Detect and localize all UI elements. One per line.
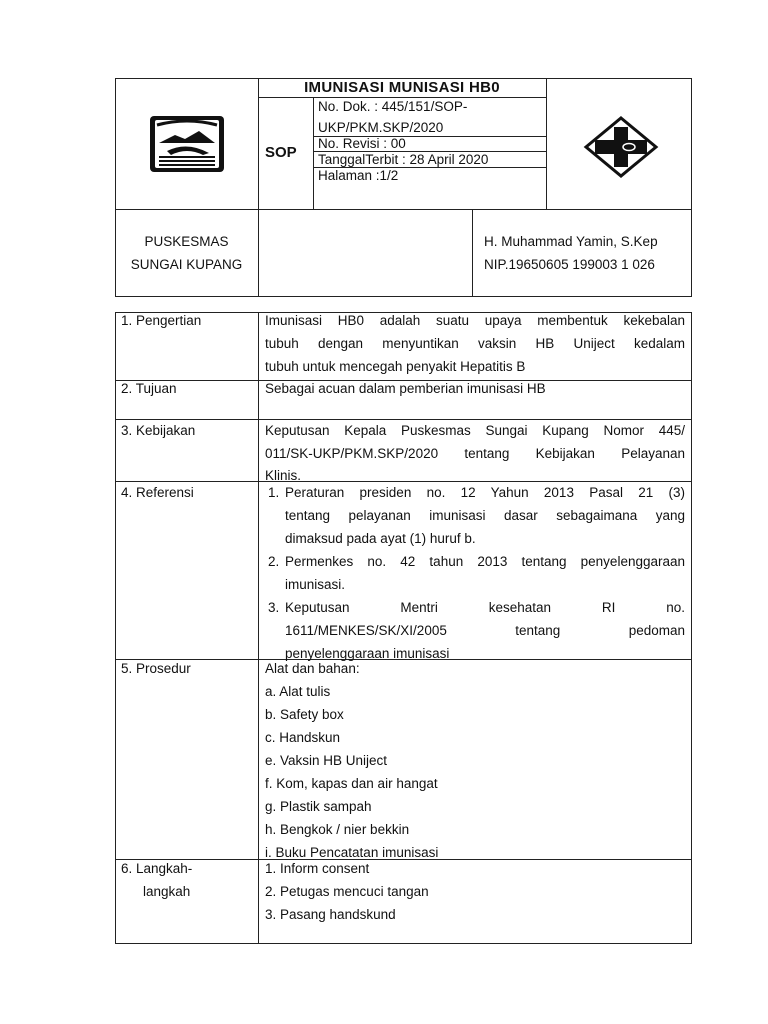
pengertian-text-line3: tubuh untuk mencegah penyakit Hepatitis B bbox=[265, 359, 526, 374]
prosedur-item: e. Vaksin HB Uniject bbox=[265, 753, 388, 768]
prosedur-item: i. Buku Pencatatan imunisasi bbox=[265, 845, 439, 860]
prosedur-item: f. Kom, kapas dan air hangat bbox=[265, 776, 438, 791]
tujuan-label: 2. Tujuan bbox=[121, 381, 177, 396]
kebijakan-label: 3. Kebijakan bbox=[121, 423, 196, 438]
cross-logo bbox=[583, 115, 659, 179]
pengertian-text-line2: tubuh dengan menyuntikan vaksin HB Uniject kedalam bbox=[265, 336, 685, 351]
prosedur-label: 5. Prosedur bbox=[121, 661, 191, 676]
kebijakan-text-line2: 011/SK-UKP/PKM.SKP/2020 tentang Kebijakan Pelayanan bbox=[265, 446, 685, 461]
issue-date: TanggalTerbit : 28 April 2020 bbox=[318, 152, 489, 167]
document-title: IMUNISASI MUNISASI HB0 bbox=[304, 79, 500, 96]
referensi-item-1-line3: dimaksud pada ayat (1) huruf b. bbox=[285, 531, 476, 546]
tujuan-text: Sebagai acuan dalam pemberian imunisasi HB bbox=[265, 381, 546, 396]
prosedur-item: h. Bengkok / nier bekkin bbox=[265, 822, 410, 837]
langkah-item: 3. Pasang handskund bbox=[265, 907, 396, 922]
page-number: Halaman :1/2 bbox=[318, 168, 399, 183]
prosedur-item: b. Safety box bbox=[265, 707, 344, 722]
prosedur-item: a. Alat tulis bbox=[265, 684, 331, 699]
prosedur-item: c. Handskun bbox=[265, 730, 341, 745]
referensi-item-2-line1: Permenkes no. 42 tahun 2013 tentang penyelenggaraan bbox=[285, 554, 685, 569]
referensi-item-1-line2: tentang pelayanan imunisasi dasar sebagaimana yang bbox=[285, 508, 685, 523]
pengertian-label: 1. Pengertian bbox=[121, 313, 202, 328]
kebijakan-text-line1: Keputusan Kepala Puskesmas Sungai Kupang Nomor 445/ bbox=[265, 423, 685, 438]
signer-name: H. Muhammad Yamin, S.Kep bbox=[484, 234, 658, 249]
pengertian-text-line1: Imunisasi HB0 adalah suatu upaya membentuk kekebalan bbox=[265, 313, 685, 328]
referensi-item-3-line2: 1611/MENKES/SK/XI/2005 tentang pedoman bbox=[285, 623, 685, 638]
referensi-item-3-line3: penyelenggaraan imunisasi bbox=[285, 646, 450, 661]
doc-number-line1: No. Dok. : 445/151/SOP- bbox=[318, 99, 468, 114]
org-name-line1: PUSKESMAS bbox=[144, 234, 229, 249]
sop-label: SOP bbox=[265, 144, 297, 161]
org-name-line2: SUNGAI KUPANG bbox=[130, 257, 243, 272]
kebijakan-text-line3: Klinis. bbox=[265, 468, 302, 483]
doc-number-line2: UKP/PKM.SKP/2020 bbox=[318, 120, 444, 135]
referensi-item-3-num: 3. bbox=[268, 600, 280, 615]
langkah-label-line1: 6. Langkah- bbox=[121, 861, 193, 876]
seal-logo bbox=[147, 113, 227, 175]
prosedur-item: g. Plastik sampah bbox=[265, 799, 372, 814]
referensi-item-2-num: 2. bbox=[268, 554, 280, 569]
referensi-item-1-num: 1. bbox=[268, 485, 280, 500]
langkah-item: 2. Petugas mencuci tangan bbox=[265, 884, 429, 899]
referensi-label: 4. Referensi bbox=[121, 485, 194, 500]
referensi-item-2-line2: imunisasi. bbox=[285, 577, 346, 592]
langkah-label-line2: langkah bbox=[143, 884, 191, 899]
referensi-item-1-line1: Peraturan presiden no. 12 Yahun 2013 Pasal 21 (3) bbox=[285, 485, 685, 500]
langkah-item: 1. Inform consent bbox=[265, 861, 370, 876]
signer-nip: NIP.19650605 199003 1 026 bbox=[484, 257, 655, 272]
referensi-item-3-line1: Keputusan Mentri kesehatan RI no. bbox=[285, 600, 685, 615]
prosedur-heading: Alat dan bahan: bbox=[265, 661, 360, 676]
revision-number: No. Revisi : 00 bbox=[318, 136, 406, 151]
